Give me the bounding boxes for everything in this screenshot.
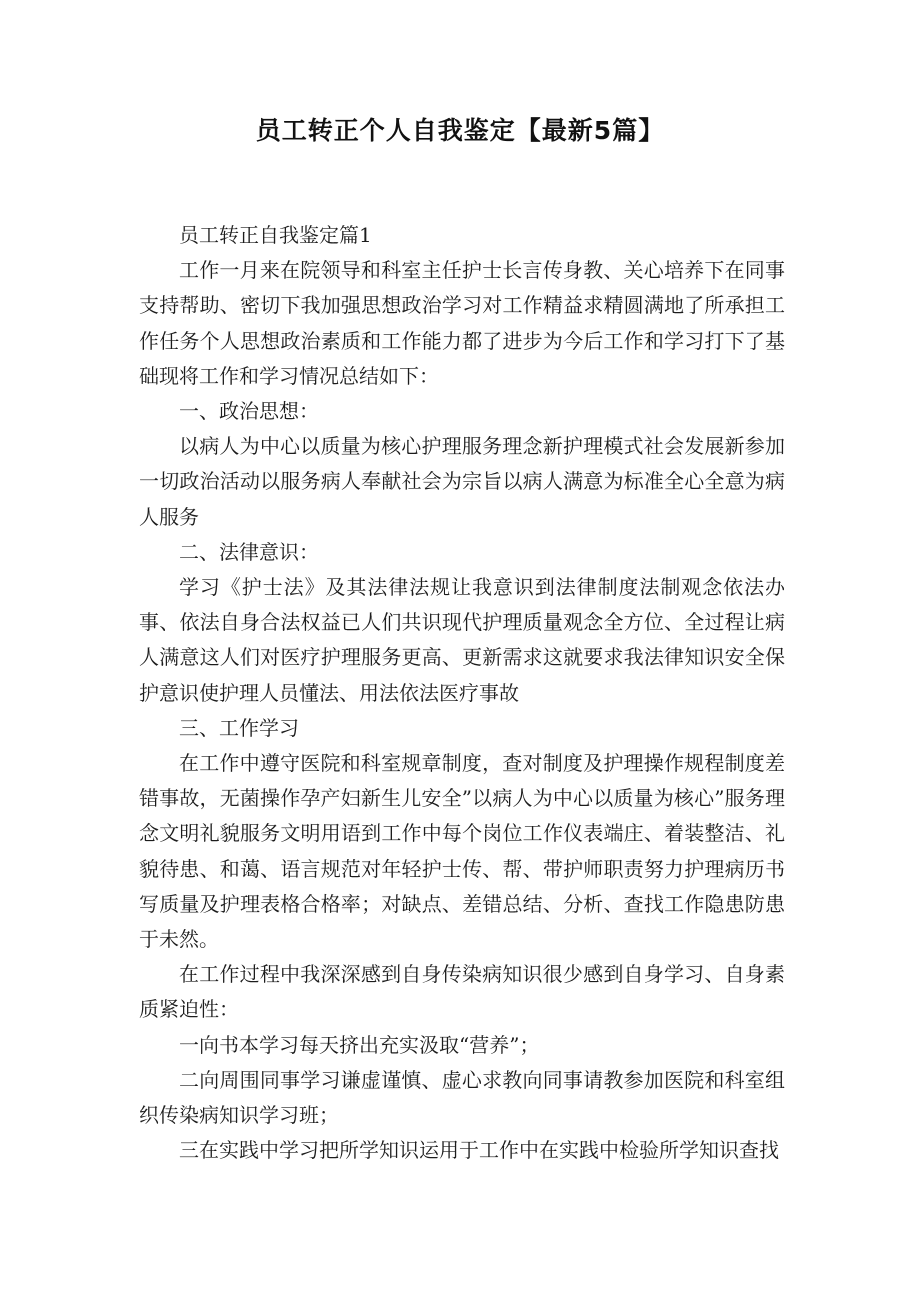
- section-heading: 二、法律意识：: [179, 539, 319, 564]
- section-heading: 员工转正自我鉴定篇1: [179, 223, 372, 247]
- section-heading: 三、工作学习: [179, 715, 299, 740]
- document-body: [139, 218, 785, 1168]
- document-title: 员工转正个人自我鉴定【最新5篇】: [255, 116, 665, 145]
- paragraph: 二向周围同事学习谦虚谨慎、虚心求教向同事请教参加医院和科室组织传染病知识学习班；: [139, 1067, 785, 1128]
- paragraph: 一向书本学习每天挤出充实汲取“营养”；: [179, 1032, 540, 1057]
- paragraph: 在工作过程中我深深感到自身传染病知识很少感到自身学习、自身素质紧迫性：: [139, 962, 785, 1022]
- paragraph: 三在实践中学习把所学知识运用于工作中在实践中检验所学知识查找: [179, 1138, 779, 1163]
- section-heading: 一、政治思想：: [179, 399, 319, 424]
- paragraph: 工作一月来在院领导和科室主任护士长言传身教、关心培养下在同事支持帮助、密切下我加强思想政治学习对工作精益求精圆满地了所承担工作任务个人思想政治素质和工作能力都了进步为今后工作和学习打下了基础现将工作和学习情况总结如下：: [139, 258, 785, 388]
- paragraph: 学习《护士法》及其法律法规让我意识到法律制度法制观念依法办事、依法自身合法权益已人们共识现代护理质量观念全方位、全过程让病人满意这人们对医疗护理服务更高、更新需求这就要求我法律知识安全保护意识使护理人员懂法、用法依法医疗事故: [139, 575, 785, 705]
- paragraph: 以病人为中心以质量为核心护理服务理念新护理模式社会发展新参加一切政治活动以服务病人奉献社会为宗旨以病人满意为标准全心全意为病人服务: [139, 434, 785, 529]
- paragraph: 在工作中遵守医院和科室规章制度，查对制度及护理操作规程制度差错事故，无菌操作孕产妇新生儿安全”以病人为中心以质量为核心”服务理念文明礼貌服务文明用语到工作中每个岗位工作仪表端庄、着装整洁、礼貌待患、和蔼、语言规范对年轻护士传、帮、带护师职责努力护理病历书写质量及护理表格合格率；对缺点、差错总结、分析、查找工作隐患防患于未然。: [139, 751, 785, 952]
